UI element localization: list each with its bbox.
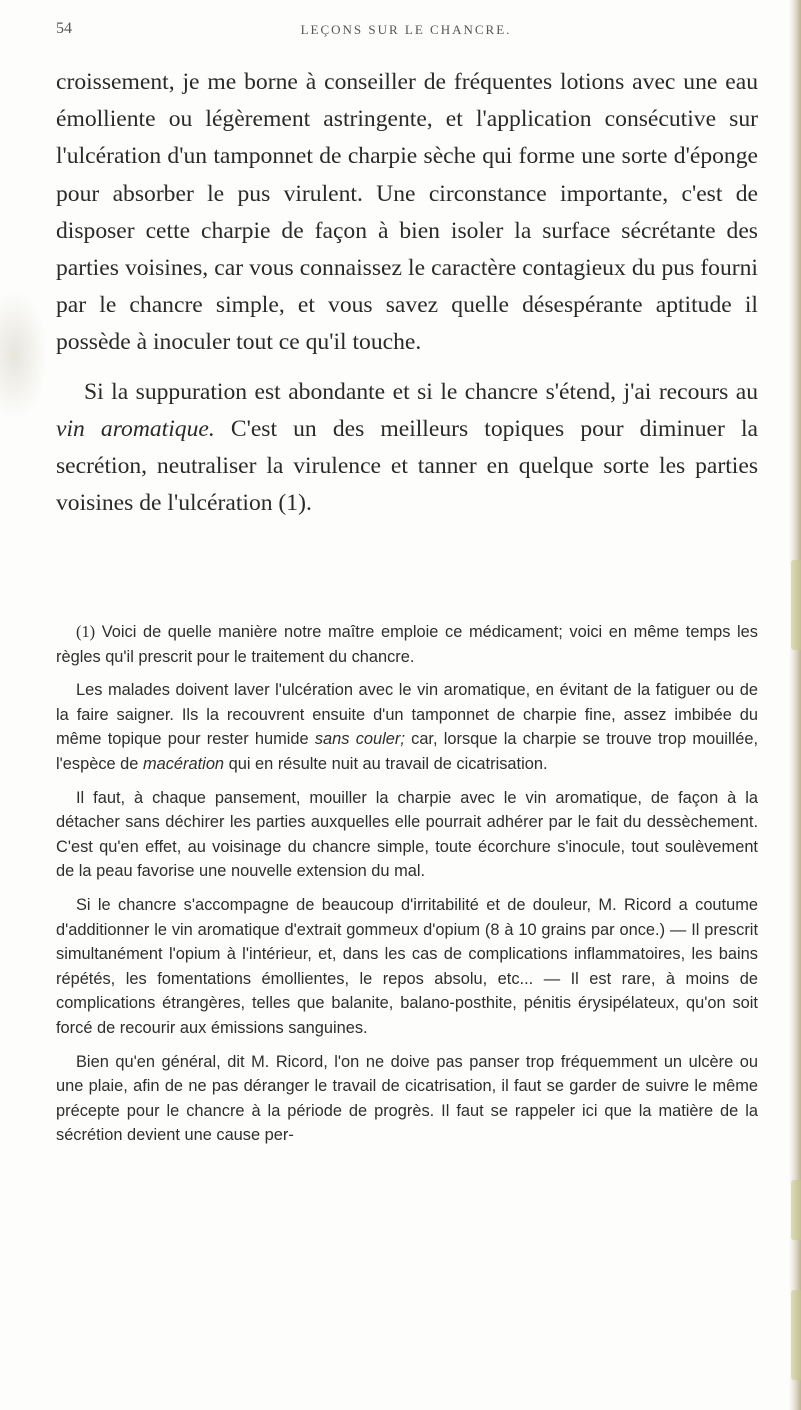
footnote-mark: (1) (76, 622, 96, 641)
footnote-paragraph: Si le chancre s'accompagne de beaucoup d'irritabilité et de douleur, M. Ricord a coutume d'additionner le vin aromatique d'extrait gommeux d'opium (8 à 10 grains par once.) — Il prescrit simultanément l'opium à l'intérieur, et, dans les cas de complications inflammatoires, les bains répétés, les fomentations émollientes, le repos absolu, etc... — Il est rare, à moins de complications étrangères, telles que balanite, balano-posthite, pénitis érysipélateux, qu'on soit forcé de recourir aux émissions sanguines. (56, 895, 758, 1037)
text-span: Les malades doivent laver l'ulcération avec le vin aromatique, en évitant de la fatiguer ou de la faire saigner. Ils la recouvrent ensuite d'un tamponnet de charpie fine, assez imbibée du même topique pour rester humide (56, 681, 758, 749)
paragraph: croissement, je me borne à conseiller de fréquentes lotions avec une eau émolliente ou légèrement astringente, et l'application consécutive sur l'ulcération d'un tamponnet de charpie sèche qui forme une sorte d'éponge pour absorber le pus virulent. Une circonstance importante, c'est de disposer cette charpie de façon à bien isoler la surface sécrétante des parties voisines, car vous connaissez le caractère contagieux du pus fourni par le chancre simple, et vous savez quelle désespérante aptitude il possède à inoculer tout ce qu'il touche. (56, 69, 758, 356)
italic-term: macération (142, 754, 225, 773)
text-span: qui en résulte nuit au travail de cicatrisation. (224, 754, 548, 773)
page-number: 54 (56, 20, 72, 37)
footnote (56, 620, 758, 669)
text-span: Voici de quelle manière notre maître emploie ce médicament; voici en même temps les règles qu'il prescrit pour le traitement du chancre. (56, 623, 758, 666)
edge-stain (791, 1180, 801, 1240)
footnote-paragraph: Il faut, à chaque pansement, mouiller la charpie avec le vin aromatique, de façon à la détacher sans déchirer les parties auxquelles elle pourrait adhérer par le fait du dessèchement. C'est qu'en effet, au voisinage du chancre simple, toute écorchure s'inocule, tout soulèvement de la peau favorise une nouvelle extension du mal. (56, 788, 758, 881)
paragraph (56, 374, 758, 523)
main-text (56, 64, 758, 522)
footnote-paragraph (56, 678, 758, 776)
paper-stain (0, 290, 48, 420)
running-head: LEÇONS SUR LE CHANCRE. (300, 22, 512, 37)
edge-stain (791, 560, 801, 650)
footnotes (56, 620, 758, 1148)
text-span: car, lorsque la charpie se trouve trop mouillée, l'espèce de (56, 730, 759, 773)
text-span: Si la suppuration est abondante et si le chancre s'étend, j'ai recours au (84, 378, 758, 405)
italic-term: vin aromatique. (56, 415, 215, 442)
italic-term: sans couler; (314, 730, 405, 749)
edge-stain (791, 1290, 801, 1380)
footnote-paragraph: Bien qu'en général, dit M. Ricord, l'on ne doive pas panser trop fréquemment un ulcère ou une plaie, afin de ne pas déranger le travail de cicatrisation, il faut se garder de suivre le même précepte pour le chancre à la période de progrès. Il faut se rappeler ici que la matière de la sécrétion devient une cause per- (56, 1052, 758, 1145)
text-span: C'est un des meilleurs topiques pour diminuer la secrétion, neutraliser la virulence et tanner en quelque sorte les parties voisines de l'ulcération (1). (56, 415, 758, 517)
page-header (56, 20, 756, 46)
